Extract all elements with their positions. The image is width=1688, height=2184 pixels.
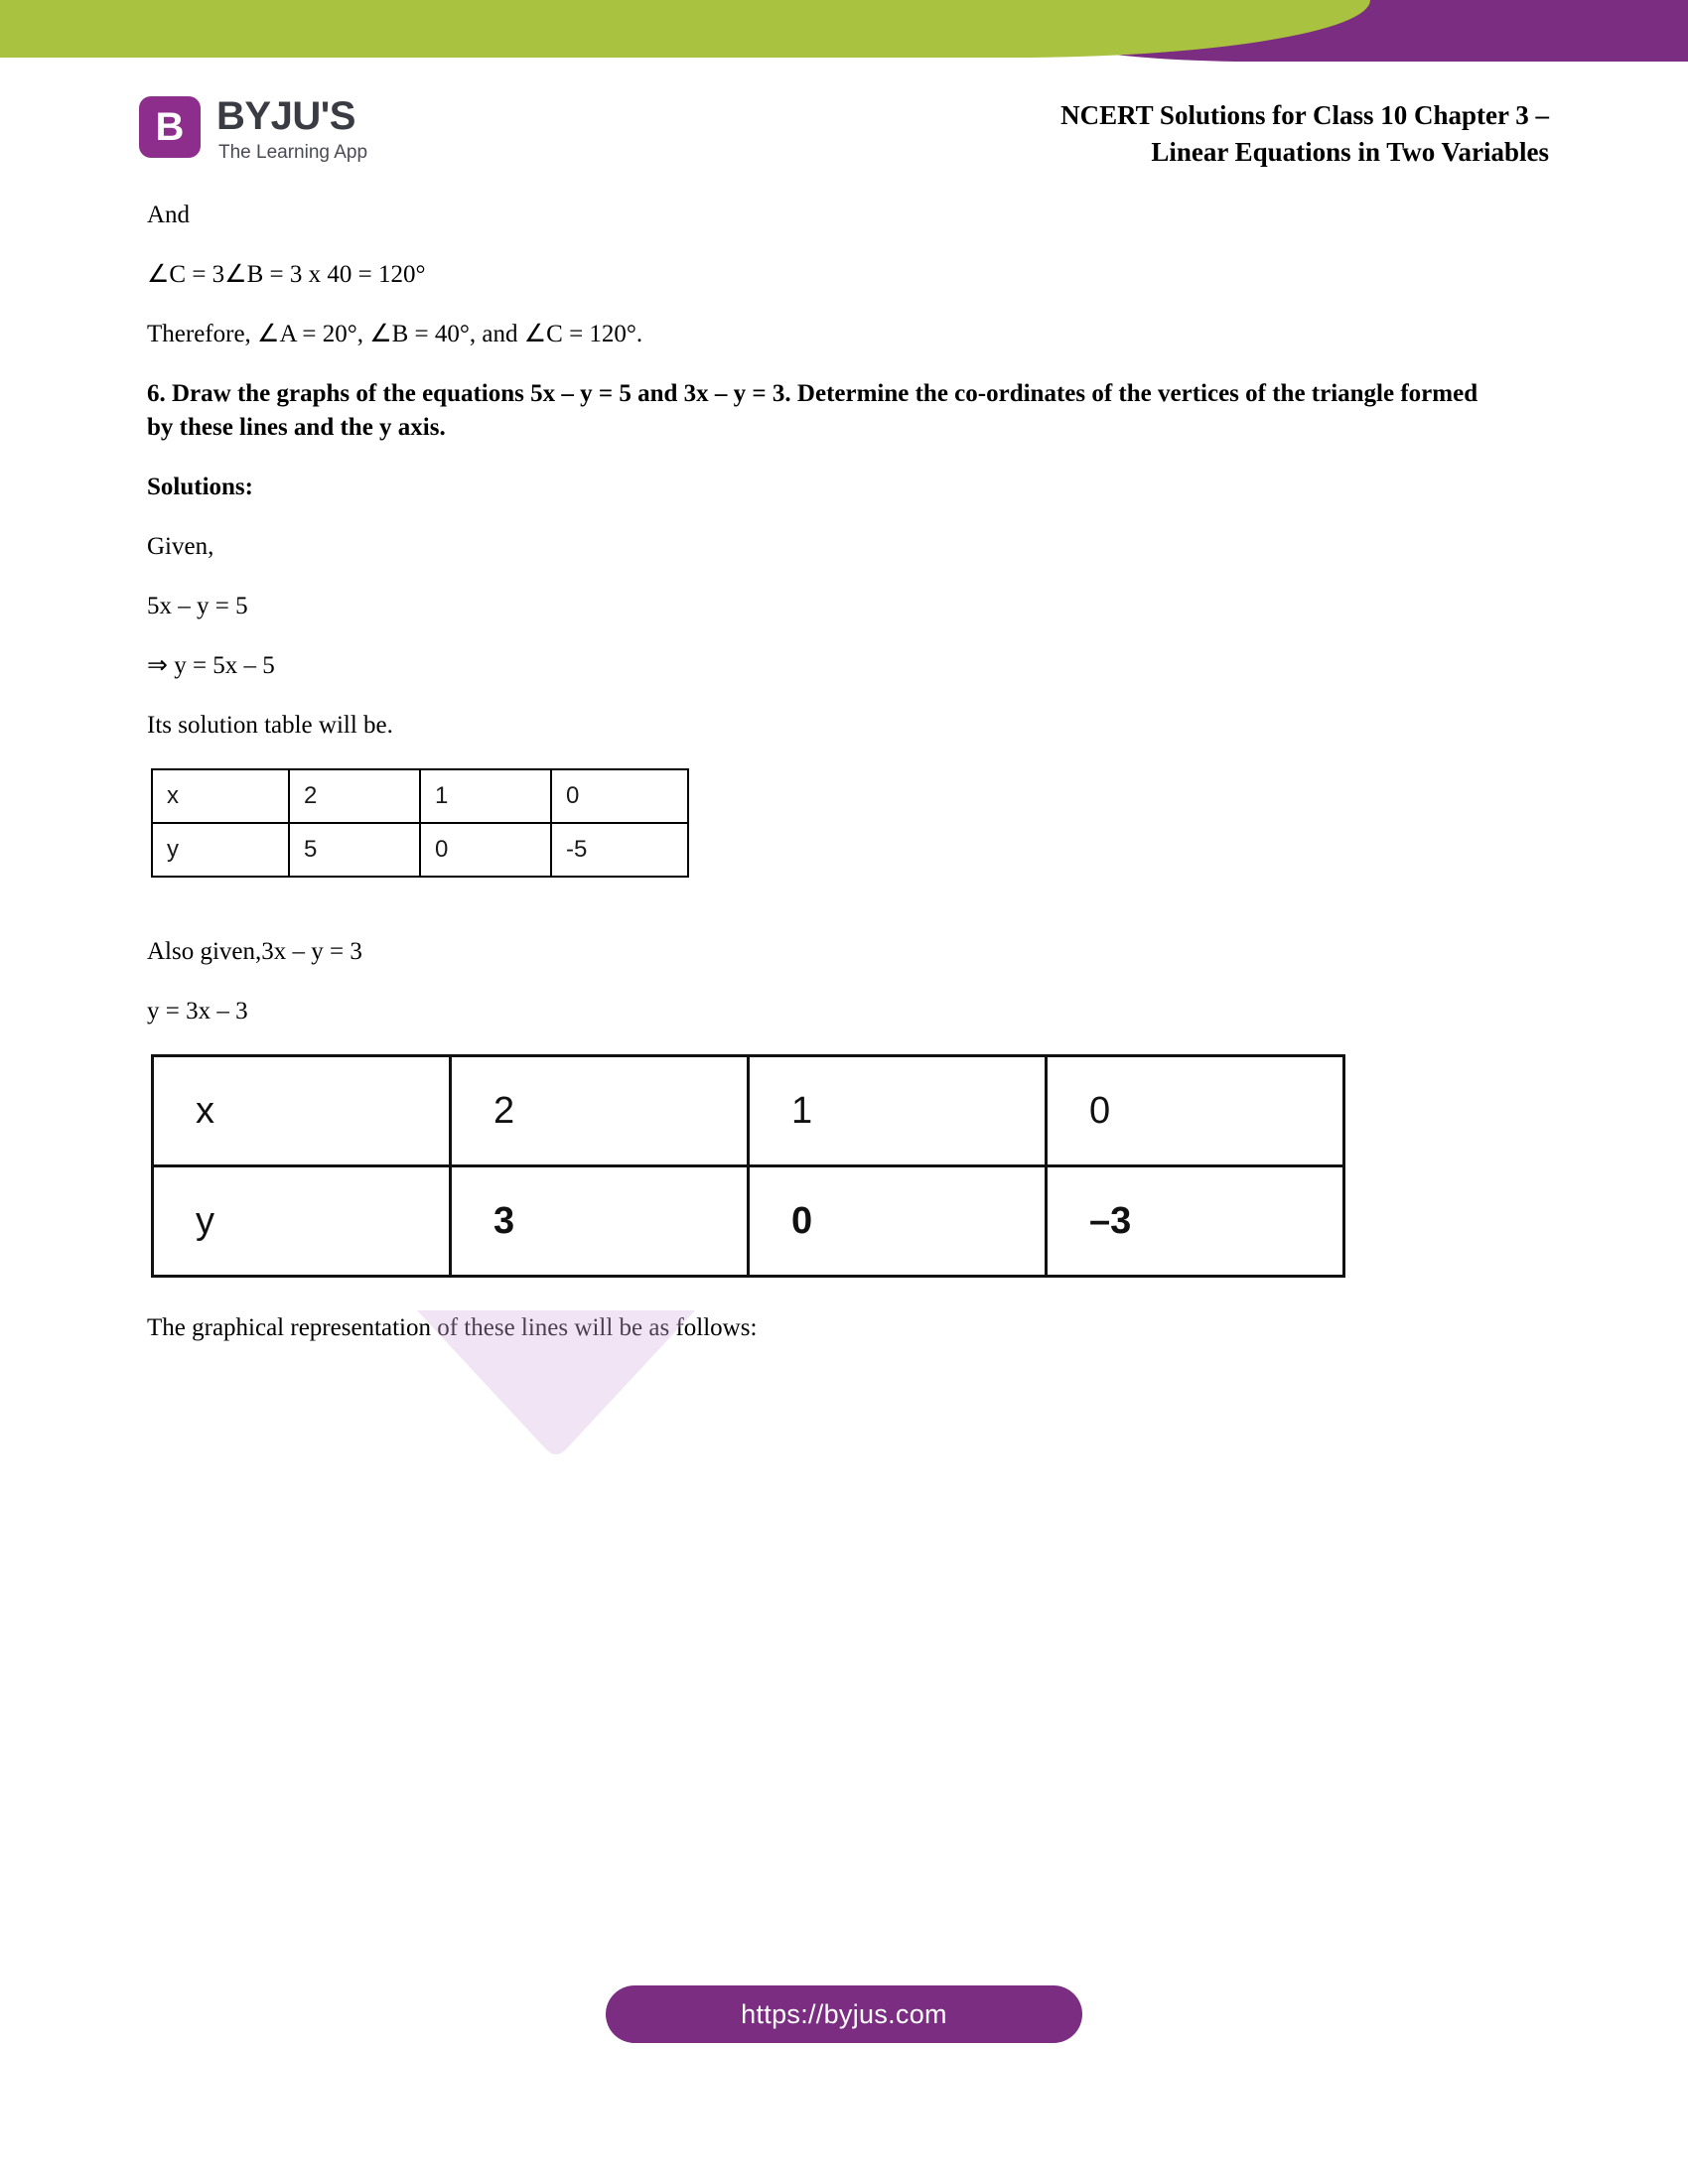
table2-row1-cell1: 0 (749, 1166, 1047, 1277)
given-label: Given, (147, 533, 214, 560)
table1-intro: Its solution table will be. (147, 712, 393, 739)
text-therefore: Therefore, ∠A = 20°, ∠B = 40°, and ∠C = 120°. (147, 321, 643, 347)
document-content (147, 199, 1547, 1371)
logo-wordmark: BYJU'S (216, 94, 355, 138)
graph-intro: The graphical representation of these lines will be as follows: (147, 1314, 758, 1341)
table2-row0-cell1: 1 (749, 1056, 1047, 1166)
spacer (147, 878, 1547, 935)
equation-1-solved: ⇒ y = 5x – 5 (147, 652, 275, 679)
page-title-line1: NCERT Solutions for Class 10 Chapter 3 – (1060, 100, 1549, 130)
byjus-logo (139, 94, 437, 174)
table-row (153, 1166, 1344, 1277)
table2-row0-cell0: 2 (451, 1056, 749, 1166)
logo-tagline: The Learning App (218, 142, 368, 163)
text-and: And (147, 202, 191, 228)
table1-row0-label: x (152, 769, 289, 823)
table1-row0-cell2: 0 (551, 769, 688, 823)
page-top-banner (0, 0, 1688, 62)
solutions-label: Solutions: (147, 474, 253, 500)
table-row (152, 769, 688, 823)
equation-1: 5x – y = 5 (147, 593, 248, 619)
spacer (147, 1278, 1547, 1311)
logo-letter: B (155, 105, 185, 149)
table2-row1-cell0: 3 (451, 1166, 749, 1277)
table-row (153, 1056, 1344, 1166)
table2-row0-label: x (153, 1056, 451, 1166)
page-title-line2: Linear Equations in Two Variables (1151, 137, 1549, 167)
equation-2-solved: y = 3x – 3 (147, 998, 248, 1024)
table2-row1-label: y (153, 1166, 451, 1277)
table1-row0-cell0: 2 (289, 769, 420, 823)
also-given: Also given,3x – y = 3 (147, 938, 362, 965)
table1-row0-cell1: 1 (420, 769, 551, 823)
footer-url-button[interactable]: https://byjus.com (606, 1985, 1082, 2043)
text-angle-c: ∠C = 3∠B = 3 x 40 = 120° (147, 261, 426, 288)
question-6: 6. Draw the graphs of the equations 5x – y = 5 and 3x – y = 3. Determine the co-ordinates of the vertices of the triangle formed by these lines and the y axis. (147, 380, 1478, 441)
page-title (854, 97, 1549, 171)
table2-row0-cell2: 0 (1047, 1056, 1344, 1166)
table2-row1-cell2: –3 (1047, 1166, 1344, 1277)
solution-table-2 (151, 1054, 1345, 1278)
table1-row1-label: y (152, 823, 289, 877)
table1-row1-cell2: -5 (551, 823, 688, 877)
logo-mark-icon (139, 96, 201, 158)
table1-row1-cell1: 0 (420, 823, 551, 877)
table-row (152, 823, 688, 877)
solution-table-1 (151, 768, 689, 878)
banner-green-shape (0, 0, 1370, 58)
table1-row1-cell0: 5 (289, 823, 420, 877)
